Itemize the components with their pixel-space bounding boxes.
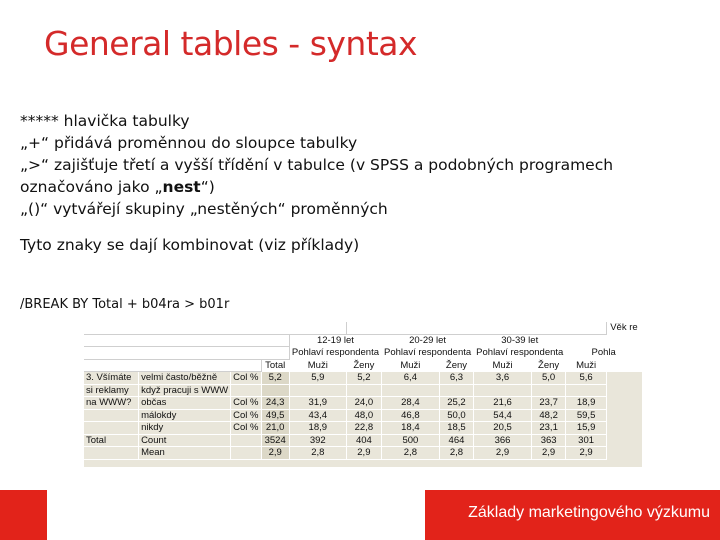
text-line-1: ***** hlavička tabulky	[20, 112, 190, 130]
table-cell: 6,3	[439, 372, 473, 385]
table-cell: 31,9	[289, 397, 346, 410]
male-header-4: Muži	[566, 359, 607, 372]
table-cell: 54,4	[474, 409, 532, 422]
female-header-2: Ženy	[439, 359, 473, 372]
table-cell: 2,8	[439, 447, 473, 460]
table-cell: 301	[566, 434, 607, 447]
row-stat-label: Col %	[231, 397, 261, 410]
table-cell: 2,9	[346, 447, 381, 460]
table-body	[84, 372, 642, 460]
table-cell	[382, 384, 440, 397]
syntax-line: /BREAK BY Total + b04ra > b01r	[20, 297, 230, 312]
table-cell	[566, 384, 607, 397]
row-category-label: nikdy	[139, 422, 231, 435]
row-category-label: Mean	[139, 447, 231, 460]
table-cell: 5,6	[566, 372, 607, 385]
row-question-cell: Total	[84, 434, 139, 447]
nest-prefix: označováno jako „	[20, 178, 163, 196]
table-cell: 50,0	[439, 409, 473, 422]
table-cell: 15,9	[566, 422, 607, 435]
row-category-label: velmi často/běžně	[139, 372, 231, 385]
footer-text: Základy marketingového výzkumu	[468, 504, 710, 521]
table-row	[84, 409, 642, 422]
table-cell: 392	[289, 434, 346, 447]
age-group-2: 20-29 let	[382, 334, 474, 347]
table-cell: 404	[346, 434, 381, 447]
row-category-label: občas	[139, 397, 231, 410]
table-row	[84, 384, 642, 397]
gender-header-4: Pohla	[566, 347, 642, 360]
header-top-right: Věk re	[606, 322, 641, 334]
table-cell: 5,2	[346, 372, 381, 385]
table-cell	[474, 384, 532, 397]
nest-suffix: “)	[200, 178, 215, 196]
table-cell: 49,5	[261, 409, 289, 422]
table-cell: 18,5	[439, 422, 473, 435]
text-line-2: „+“ přidává proměnnou do sloupce tabulky	[20, 134, 358, 152]
row-question-cell: si reklamy	[84, 384, 139, 397]
nest-keyword: nest	[162, 178, 201, 196]
gender-header-3: Pohlaví respondenta	[474, 347, 566, 360]
table-cell	[289, 384, 346, 397]
table-cell: 2,9	[261, 447, 289, 460]
age-group-3: 30-39 let	[474, 334, 566, 347]
table-cell: 21,0	[261, 422, 289, 435]
row-stat-label: Col %	[231, 422, 261, 435]
total-header: Total	[261, 359, 289, 372]
footer-bar	[425, 490, 720, 540]
table-row	[84, 422, 642, 435]
table-cell: 48,0	[346, 409, 381, 422]
table-cell: 48,2	[531, 409, 565, 422]
body-text	[20, 110, 710, 256]
text-line-5: „()“ vytvářejí skupiny „nestěných“ proměnných	[20, 200, 388, 218]
male-header-3: Muži	[474, 359, 532, 372]
table-row	[84, 397, 642, 410]
table-cell: 25,2	[439, 397, 473, 410]
table-cell: 2,9	[566, 447, 607, 460]
table-cell: 18,9	[289, 422, 346, 435]
gender-header-1: Pohlaví respondenta	[289, 347, 381, 360]
table-cell: 366	[474, 434, 532, 447]
table-cell: 24,0	[346, 397, 381, 410]
table-cell	[439, 384, 473, 397]
table-cell: 2,9	[474, 447, 532, 460]
female-header-3: Ženy	[531, 359, 565, 372]
table-cell: 500	[382, 434, 440, 447]
spss-table	[84, 322, 642, 460]
table-cell: 43,4	[289, 409, 346, 422]
row-stat-label: Col %	[231, 409, 261, 422]
gender-header-2: Pohlaví respondenta	[382, 347, 474, 360]
table-cell: 3524	[261, 434, 289, 447]
table-cell: 24,3	[261, 397, 289, 410]
row-question-cell	[84, 409, 139, 422]
row-category-label: málokdy	[139, 409, 231, 422]
table-cell: 23,7	[531, 397, 565, 410]
table-cell	[346, 384, 381, 397]
table-cell: 20,5	[474, 422, 532, 435]
table-cell: 28,4	[382, 397, 440, 410]
table-cell: 5,2	[261, 372, 289, 385]
table-cell: 2,8	[382, 447, 440, 460]
table-row	[84, 372, 642, 385]
table-cell: 59,5	[566, 409, 607, 422]
table-cell: 2,8	[289, 447, 346, 460]
row-question-cell: 3. Všímáte	[84, 372, 139, 385]
table-cell: 22,8	[346, 422, 381, 435]
table-cell	[261, 384, 289, 397]
table-cell: 21,6	[474, 397, 532, 410]
slide-title: General tables - syntax	[44, 24, 418, 63]
table-cell: 2,9	[531, 447, 565, 460]
row-category-label: Count	[139, 434, 231, 447]
male-header-1: Muži	[289, 359, 346, 372]
table-cell: 46,8	[382, 409, 440, 422]
table-cell: 464	[439, 434, 473, 447]
row-category-label: když pracuji s WWW	[139, 384, 231, 397]
footer-square	[0, 490, 47, 540]
row-question-cell	[84, 422, 139, 435]
table-row	[84, 447, 642, 460]
text-line-3: „>“ zajišťuje třetí a vyšší třídění v tabulce (v SPSS a podobných programech	[20, 156, 614, 174]
table-cell: 23,1	[531, 422, 565, 435]
combine-text: Tyto znaky se dají kombinovat (viz příklady)	[20, 236, 360, 254]
table-cell: 5,9	[289, 372, 346, 385]
table-cell	[531, 384, 565, 397]
text-line-4	[20, 176, 710, 198]
table-cell: 18,4	[382, 422, 440, 435]
spss-table-image	[84, 322, 642, 467]
male-header-2: Muži	[382, 359, 440, 372]
row-stat-label: Col %	[231, 372, 261, 385]
table-cell: 6,4	[382, 372, 440, 385]
row-question-cell: na WWW?	[84, 397, 139, 410]
female-header-1: Ženy	[346, 359, 381, 372]
table-row	[84, 434, 642, 447]
age-group-1: 12-19 let	[289, 334, 381, 347]
table-cell: 363	[531, 434, 565, 447]
table-cell: 5,0	[531, 372, 565, 385]
row-stat-label	[231, 384, 261, 397]
row-question-cell	[84, 447, 139, 460]
row-stat-label	[231, 434, 261, 447]
table-cell: 3,6	[474, 372, 532, 385]
row-stat-label	[231, 447, 261, 460]
table-cell: 18,9	[566, 397, 607, 410]
